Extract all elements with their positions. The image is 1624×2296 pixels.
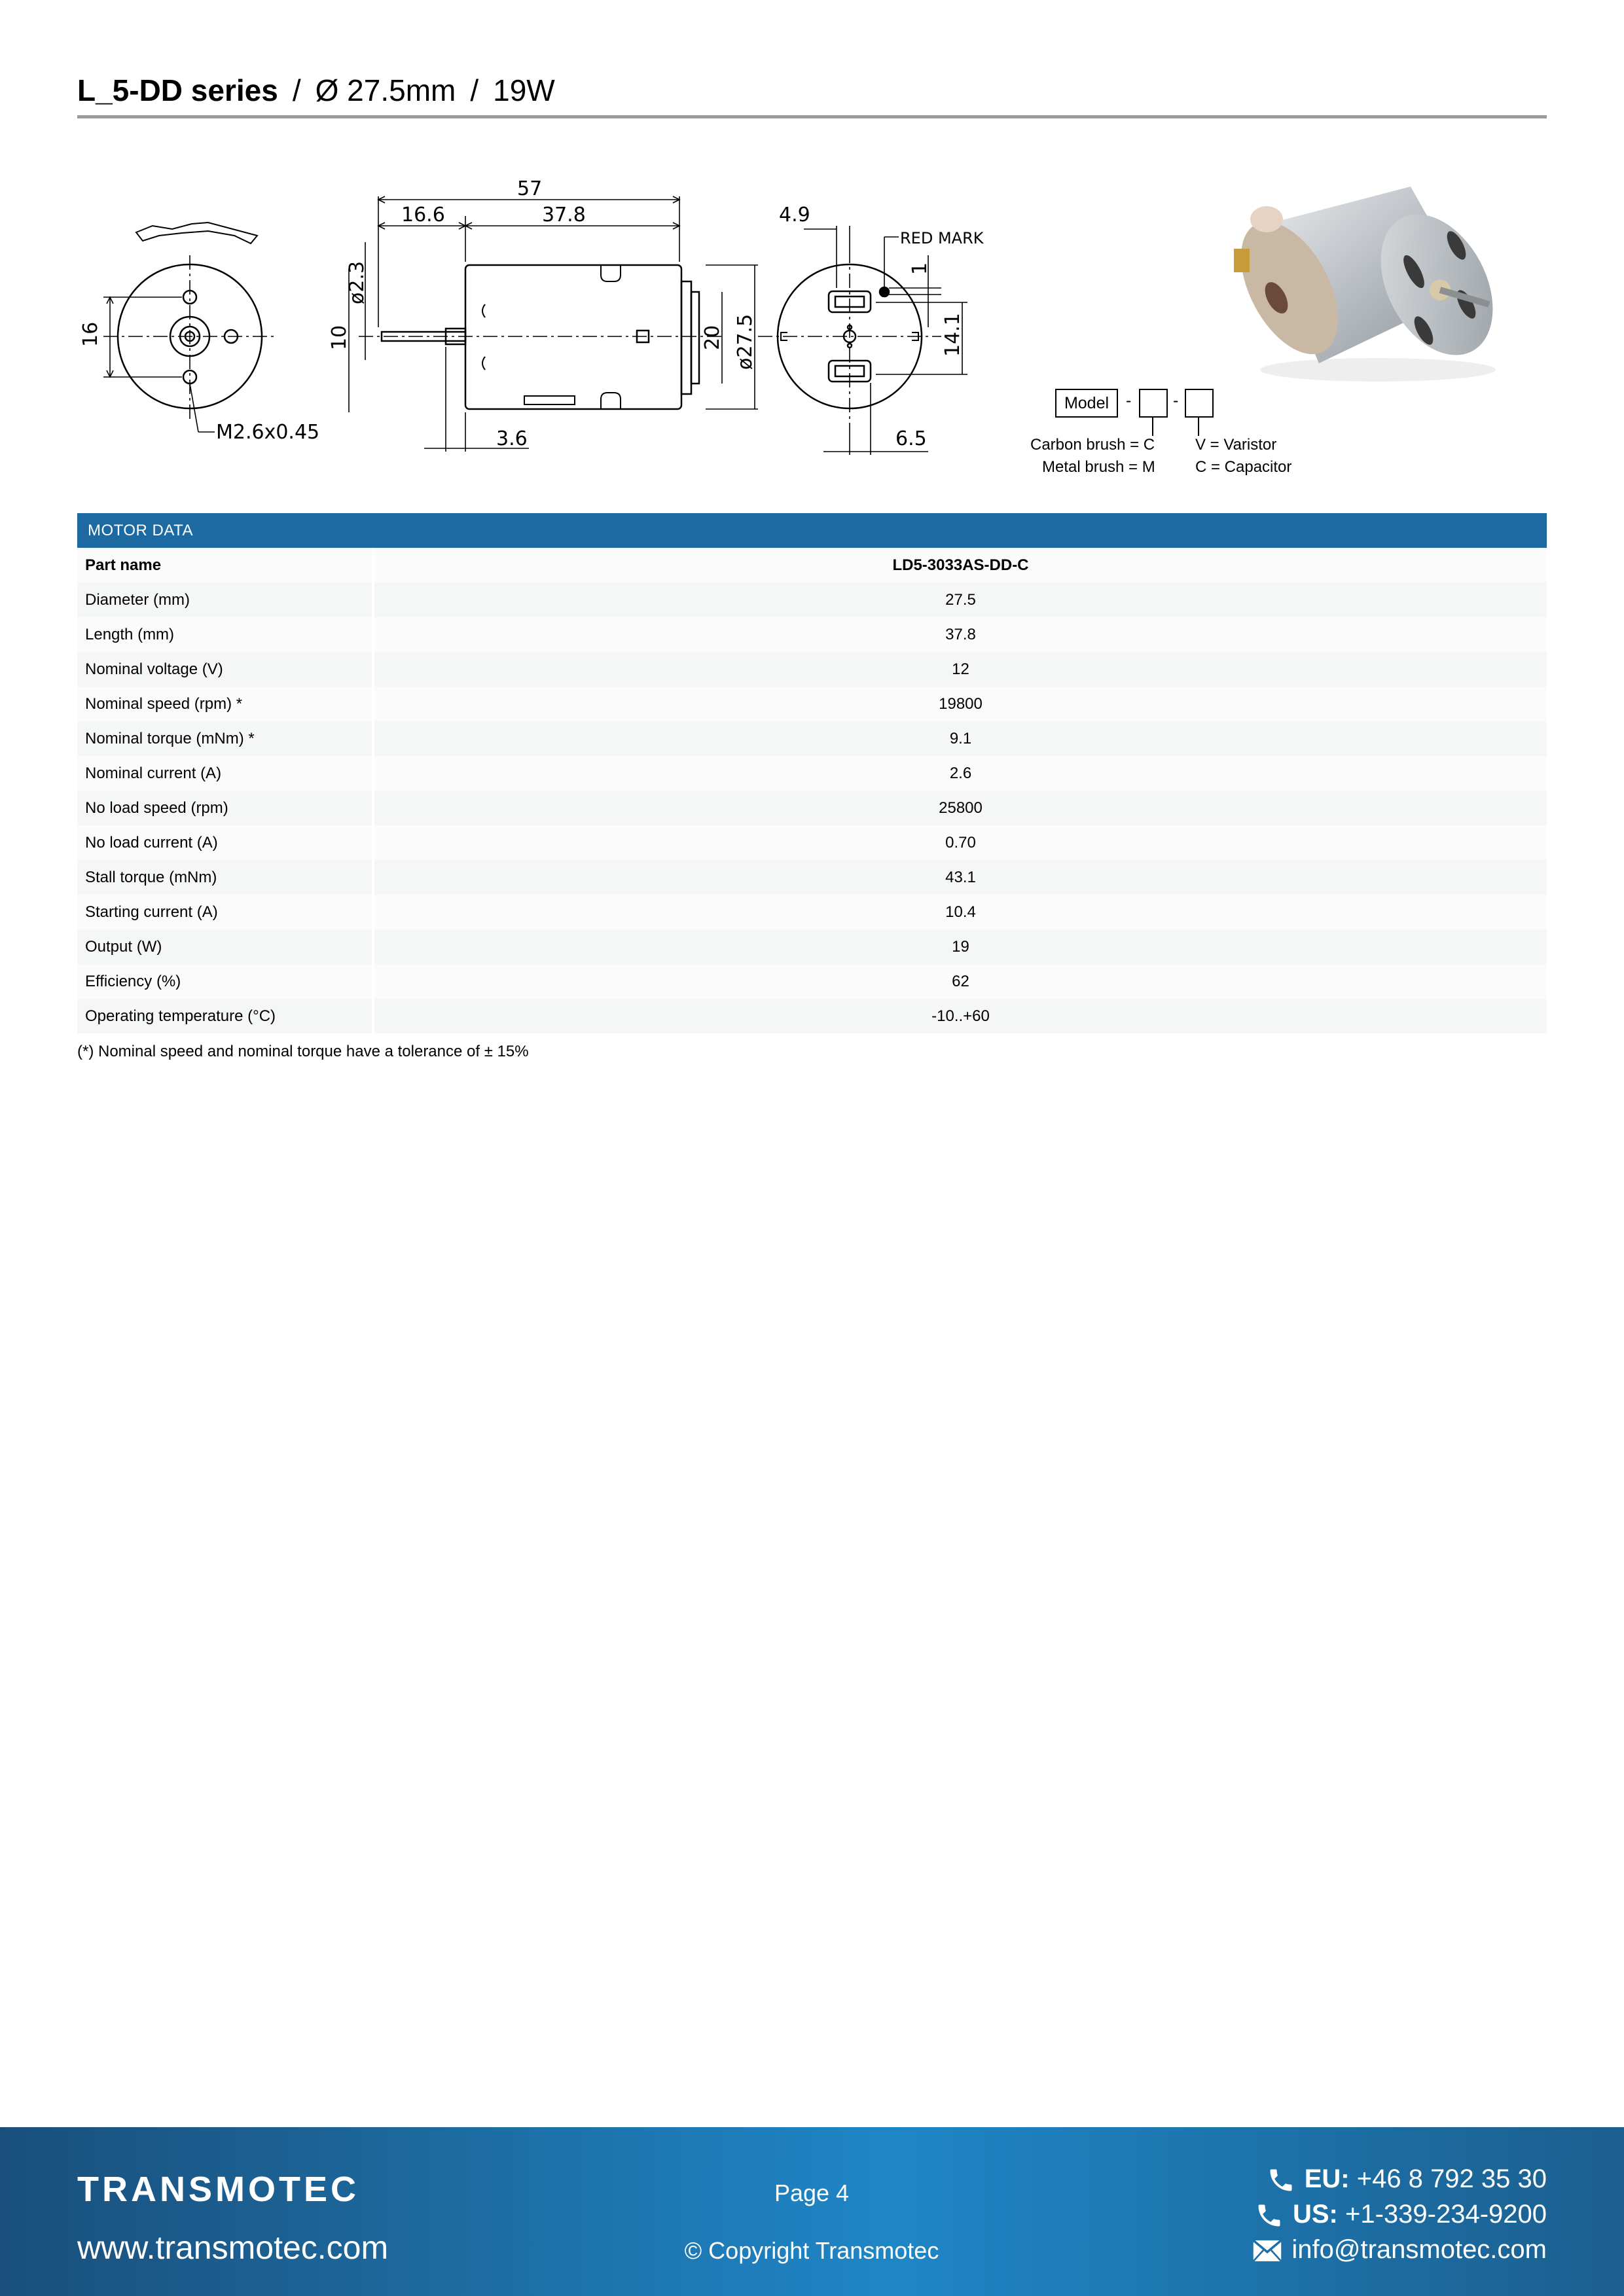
row-value: 19 <box>373 929 1547 964</box>
table-row <box>77 756 1547 791</box>
front-view <box>79 223 319 444</box>
side-dim-shaft: 16.6 <box>401 204 445 226</box>
title-divider <box>77 115 1547 118</box>
side-view <box>328 177 758 452</box>
side-dim-20: 20 <box>701 325 724 350</box>
us-phone: +1-339-234-9200 <box>1344 2200 1547 2229</box>
table-row <box>77 583 1547 617</box>
rear-dim-1: 1 <box>909 262 931 275</box>
table-row <box>77 791 1547 825</box>
motor-data-table <box>77 513 1547 1033</box>
page-footer <box>0 2127 1624 2296</box>
table-row <box>77 929 1547 964</box>
technical-drawing <box>77 164 1007 471</box>
row-label: Operating temperature (°C) <box>77 999 373 1033</box>
row-label: No load speed (rpm) <box>77 791 373 825</box>
table-row <box>77 825 1547 860</box>
company-logo: TRANSMOTEC <box>77 2170 359 2209</box>
email-address: info@transmotec.com <box>1291 2235 1547 2264</box>
row-value: 37.8 <box>373 617 1547 652</box>
eu-phone-line[interactable] <box>1267 2161 1547 2197</box>
tolerance-footnote: (*) Nominal speed and nominal torque have a tolerance of ± 15% <box>77 1043 529 1060</box>
rear-red-mark: RED MARK <box>900 229 984 247</box>
row-value: 27.5 <box>373 583 1547 617</box>
capacitor-option: C = Capacitor <box>1195 458 1292 476</box>
row-label: Part name <box>77 548 373 583</box>
series-power: 19W <box>493 73 555 107</box>
phone-icon <box>1255 2201 1284 2230</box>
row-value: LD5-3033AS-DD-C <box>373 548 1547 583</box>
row-label: No load current (A) <box>77 825 373 860</box>
us-phone-line[interactable] <box>1255 2197 1547 2232</box>
row-value: 9.1 <box>373 721 1547 756</box>
front-dim-height: 16 <box>79 321 102 347</box>
row-value: 2.6 <box>373 756 1547 791</box>
side-dim-body: 37.8 <box>542 204 586 226</box>
model-label: Model <box>1055 389 1118 418</box>
row-value: -10..+60 <box>373 999 1547 1033</box>
side-dim-shaft-dia: ø2.3 <box>346 260 369 304</box>
table-row <box>77 895 1547 929</box>
website-link[interactable]: www.transmotec.com <box>77 2229 389 2266</box>
row-value: 10.4 <box>373 895 1547 929</box>
series-diameter: Ø 27.5mm <box>315 73 456 107</box>
row-label: Efficiency (%) <box>77 964 373 999</box>
section-title: MOTOR DATA <box>77 513 1547 548</box>
row-label: Stall torque (mNm) <box>77 860 373 895</box>
row-value: 25800 <box>373 791 1547 825</box>
row-label: Length (mm) <box>77 617 373 652</box>
title-separator: / <box>470 73 479 107</box>
motor-photo <box>1214 173 1528 396</box>
model-code-legend <box>1028 386 1316 484</box>
metal-brush-option: Metal brush = M <box>1042 458 1155 476</box>
table-row <box>77 687 1547 721</box>
table-row <box>77 617 1547 652</box>
table-header-row <box>77 513 1547 548</box>
eu-label: EU: <box>1304 2164 1350 2193</box>
table-row <box>77 652 1547 687</box>
carbon-brush-option: Carbon brush = C <box>1030 436 1155 454</box>
model-dash: - <box>1126 391 1132 410</box>
row-label: Nominal voltage (V) <box>77 652 373 687</box>
row-value: 0.70 <box>373 825 1547 860</box>
table-row <box>77 721 1547 756</box>
row-value: 12 <box>373 652 1547 687</box>
row-value: 43.1 <box>373 860 1547 895</box>
page-title <box>77 71 1547 110</box>
row-label: Starting current (A) <box>77 895 373 929</box>
side-dim-total: 57 <box>517 177 543 200</box>
email-line[interactable] <box>1252 2232 1547 2267</box>
rear-dim-14-1: 14.1 <box>941 313 964 357</box>
us-label: US: <box>1292 2200 1338 2229</box>
table-row <box>77 860 1547 895</box>
row-value: 62 <box>373 964 1547 999</box>
varistor-option: V = Varistor <box>1195 436 1277 454</box>
page-number: Page 4 <box>774 2179 850 2206</box>
phone-icon <box>1267 2166 1295 2195</box>
envelope-icon <box>1252 2239 1282 2263</box>
table-row <box>77 999 1547 1033</box>
side-dim-dia: ø27.5 <box>734 314 757 370</box>
table-row <box>77 964 1547 999</box>
model-dash: - <box>1173 391 1179 410</box>
row-value: 19800 <box>373 687 1547 721</box>
row-label: Nominal torque (mNm) * <box>77 721 373 756</box>
title-separator: / <box>292 73 301 107</box>
row-label: Nominal speed (rpm) * <box>77 687 373 721</box>
eu-phone: +46 8 792 35 30 <box>1356 2164 1547 2193</box>
row-label: Diameter (mm) <box>77 583 373 617</box>
table-row <box>77 548 1547 583</box>
side-dim-10: 10 <box>328 325 351 350</box>
row-label: Output (W) <box>77 929 373 964</box>
rear-view <box>758 204 984 455</box>
side-dim-bottom: 3.6 <box>496 427 528 450</box>
row-label: Nominal current (A) <box>77 756 373 791</box>
front-thread-label: M2.6x0.45 <box>216 421 320 444</box>
rear-dim-bottom: 6.5 <box>895 427 927 450</box>
series-name: L_5-DD series <box>77 73 278 107</box>
rear-dim-top: 4.9 <box>779 204 810 226</box>
copyright-text: © Copyright Transmotec <box>684 2237 939 2264</box>
